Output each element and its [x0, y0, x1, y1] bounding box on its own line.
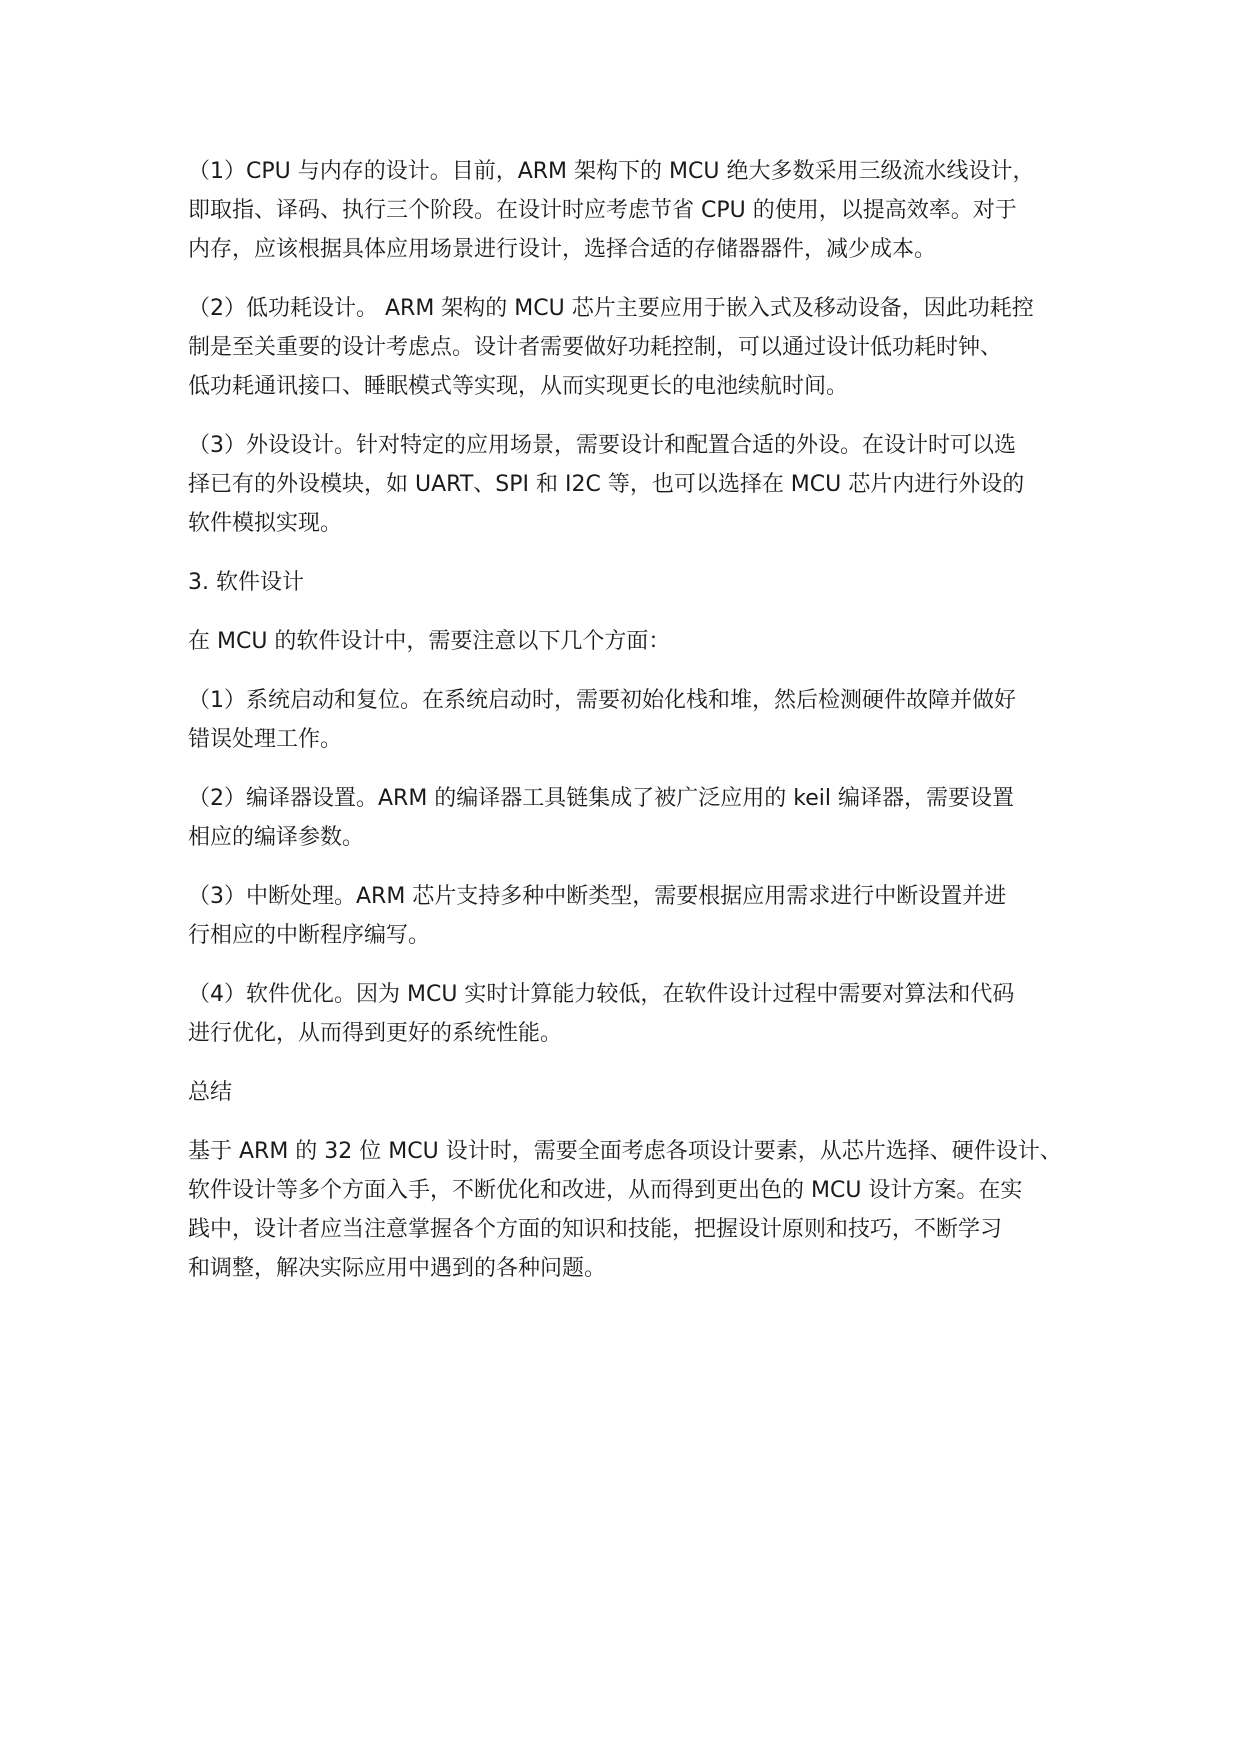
paragraph-system-startup: [188, 681, 1088, 759]
text-line: 进行优化，从而得到更好的系统性能。: [188, 1021, 563, 1046]
heading-text: 3. 软件设计: [188, 570, 304, 595]
text-line: 制是至关重要的设计考虑点。设计者需要做好功耗控制，可以通过设计低功耗时钟、: [188, 335, 1003, 360]
paragraph-low-power-design: [188, 289, 1088, 406]
text-line: 软件设计等多个方面入手，不断优化和改进，从而得到更出色的 MCU 设计方案。在实: [188, 1178, 1023, 1203]
text-line: 基于 ARM 的 32 位 MCU 设计时，需要全面考虑各项设计要素，从芯片选择、硬件设计、: [188, 1139, 1062, 1164]
text-line: （2）编译器设置。ARM 的编译器工具链集成了被广泛应用的 keil 编译器，需要设置: [188, 786, 1015, 811]
paragraph-interrupt-handling: [188, 877, 1088, 955]
text-line: 相应的编译参数。: [188, 825, 365, 850]
text-line: 错误处理工作。: [188, 727, 343, 752]
text-line: 软件模拟实现。: [188, 511, 343, 536]
section-heading-software-design: [188, 563, 1088, 602]
text-line: （3）外设设计。针对特定的应用场景，需要设计和配置合适的外设。在设计时可以选: [188, 433, 1016, 458]
paragraph-peripheral-design: [188, 426, 1088, 543]
text-line: （4）软件优化。因为 MCU 实时计算能力较低，在软件设计过程中需要对算法和代码: [188, 982, 1015, 1007]
text-line: 践中，设计者应当注意掌握各个方面的知识和技能，把握设计原则和技巧，不断学习: [188, 1217, 1003, 1242]
heading-text: 总结: [188, 1080, 233, 1105]
text-line: 在 MCU 的软件设计中，需要注意以下几个方面：: [188, 629, 671, 654]
text-line: （1）系统启动和复位。在系统启动时，需要初始化栈和堆，然后检测硬件故障并做好: [188, 688, 1016, 713]
text-line: 内存，应该根据具体应用场景进行设计，选择合适的存储器器件，减少成本。: [188, 237, 937, 262]
text-line: （2）低功耗设计。 ARM 架构的 MCU 芯片主要应用于嵌入式及移动设备，因此功耗控: [188, 296, 1034, 321]
paragraph-cpu-memory-design: [188, 152, 1088, 269]
section-heading-summary: [188, 1073, 1088, 1112]
text-line: 即取指、译码、执行三个阶段。在设计时应考虑节省 CPU 的使用，以提高效率。对于: [188, 198, 1017, 223]
paragraph-compiler-settings: [188, 779, 1088, 857]
text-line: 和调整，解决实际应用中遇到的各种问题。: [188, 1256, 607, 1281]
text-line: （1）CPU 与内存的设计。目前，ARM 架构下的 MCU 绝大多数采用三级流水线设计，: [188, 159, 1035, 184]
text-line: 择已有的外设模块，如 UART、SPI 和 I2C 等，也可以选择在 MCU 芯片内进行外设的: [188, 472, 1025, 497]
paragraph-software-optimization: [188, 975, 1088, 1053]
paragraph-summary: [188, 1132, 1088, 1288]
document-body: [188, 152, 1088, 1308]
text-line: （3）中断处理。ARM 芯片支持多种中断类型，需要根据应用需求进行中断设置并进: [188, 884, 1007, 909]
text-line: 行相应的中断程序编写。: [188, 923, 431, 948]
text-line: 低功耗通讯接口、睡眠模式等实现，从而实现更长的电池续航时间。: [188, 374, 849, 399]
paragraph-software-intro: [188, 622, 1088, 661]
